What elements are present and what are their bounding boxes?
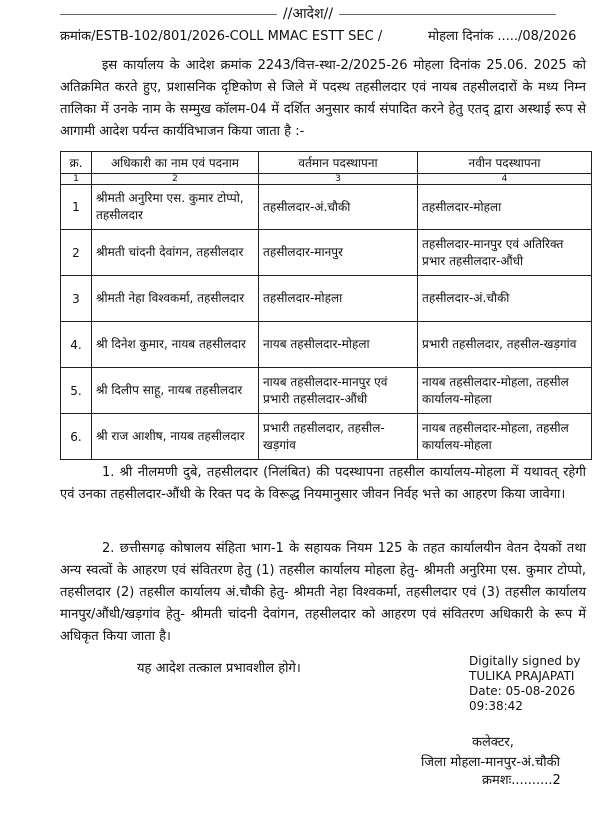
table-row — [61, 322, 592, 368]
column-number: 2 — [92, 174, 259, 185]
row-new-posting: तहसीलदार-मोहला — [418, 185, 592, 230]
row-officer-name: श्रीमती चांदनी देवांगन, तहसीलदार — [92, 230, 259, 276]
column-number: 1 — [61, 174, 92, 185]
header-serial: क्र. — [61, 152, 92, 174]
table-header-row — [61, 152, 592, 174]
header-current-posting: वर्तमान पदस्थापना — [259, 152, 418, 174]
row-serial: 4. — [61, 322, 92, 368]
signature-line: Digitally signed by — [469, 654, 581, 668]
signature-date: Date: 05-08-2026 — [469, 684, 576, 698]
order-title: //आदेश// — [277, 6, 339, 22]
page-continuation: क्रमशः..........2 — [482, 773, 561, 788]
row-officer-name: श्री दिनेश कुमार, नायब तहसीलदार — [92, 322, 259, 368]
order-title-block — [0, 4, 616, 23]
column-number: 3 — [259, 174, 418, 185]
column-number: 4 — [418, 174, 592, 185]
row-new-posting: नायब तहसीलदार-मोहला, तहसील कार्यालय-मोहला — [418, 414, 592, 460]
row-officer-name: श्रीमती नेहा विश्वकर्मा, तहसीलदार — [92, 276, 259, 322]
digital-signature-block — [469, 654, 581, 714]
row-current-posting: तहसीलदार-मोहला — [259, 276, 418, 322]
row-new-posting: तहसीलदार-मानपुर एवं अतिरिक्त प्रभार तहसीलदार-औंधी — [418, 230, 592, 276]
table-row — [61, 185, 592, 230]
row-current-posting: तहसीलदार-अं.चौकी — [259, 185, 418, 230]
clause-2-paragraph: 2. छत्तीसगढ़ कोषालय संहिता भाग-1 के सहायक नियम 125 के तहत कार्यालयीन वेतन देयकों तथा अन्य स्वत्वों के आहरण एवं संवितरण हेतु (1) तहसील कार्यालय मोहला हेतु- श्रीमती अनुरिमा एस. कुमार टोप्पो, तहसीलदार (2) तहसील कार्यालय अं.चौकी हेतु- श्रीमती नेहा विश्वकर्मा, तहसीलदार एवं (3) तहसील कार्यालय मानपुर/औंधी/खड़गांव हेतु- श्रीमती चांदनी देवांगन, तहसीलदार को आहरण एवं संवितरण अधिकारी के रूप में अधिकृत किया जाता है। — [60, 541, 586, 644]
row-officer-name: श्री दिलीप साहू, नायब तहसीलदार — [92, 368, 259, 414]
effect-statement: यह आदेश तत्काल प्रभावशील होगे। — [137, 661, 301, 676]
district-name: जिला मोहला-मानपुर-अं.चौकी — [421, 755, 561, 770]
intro-paragraph: इस कार्यालय के आदेश क्रमांक 2243/वित्त-स्था-2/2025-26 मोहला दिनांक 25.06. 2025 को अतिक्रमित करते हुए, प्रशासनिक दृष्टिकोण से जिले में पदस्थ तहसीलदार एवं नायब तहसीलदारों के मध्य निम्न तालिका में उनके नाम के सम्मुख कॉलम-04 में दर्शित अनुसार कार्य संपादित करने हेतु एतद् द्वारा अस्थाई रूप से आगामी आदेश पर्यन्त कार्यविभाजन किया जाता है :- — [60, 58, 586, 139]
transfer-table — [60, 151, 592, 460]
clause-1-paragraph: 1. श्री नीलमणी दुबे, तहसीलदार (निलंबित) की पदस्थापना तहसील कार्यालय-मोहला में यथावत् रहेगी एवं उनका तहसीलदार-औंधी के रिक्त पद के विरूद्ध नियमानुसार जीवन निर्वह भत्ते का आहरण किया जावेगा। — [60, 465, 586, 502]
row-current-posting: प्रभारी तहसीलदार, तहसील-खड़गांव — [259, 414, 418, 460]
row-serial: 2 — [61, 230, 92, 276]
row-serial: 3 — [61, 276, 92, 322]
row-new-posting: तहसीलदार-अं.चौकी — [418, 276, 592, 322]
row-serial: 5. — [61, 368, 92, 414]
column-number-row — [61, 174, 592, 185]
row-officer-name: श्री राज आशीष, नायब तहसीलदार — [92, 414, 259, 460]
header-officer-name: अधिकारी का नाम एवं पदनाम — [92, 152, 259, 174]
row-new-posting: प्रभारी तहसीलदार, तहसील-खड़गांव — [418, 322, 592, 368]
signer-name: TULIKA PRAJAPATI — [469, 669, 575, 683]
table-row — [61, 414, 592, 460]
row-current-posting: तहसीलदार-मानपुर — [259, 230, 418, 276]
row-officer-name: श्रीमती अनुरिमा एस. कुमार टोप्पो, तहसीलदार — [92, 185, 259, 230]
table-row — [61, 276, 592, 322]
order-date: मोहला दिनांक ...../08/2026 — [428, 29, 577, 44]
row-serial: 6. — [61, 414, 92, 460]
row-current-posting: नायब तहसीलदार-मानपुर एवं प्रभारी तहसीलदार-औंधी — [259, 368, 418, 414]
table-row — [61, 368, 592, 414]
designation: कलेक्टर, — [472, 735, 514, 750]
row-current-posting: नायब तहसीलदार-मोहला — [259, 322, 418, 368]
table-row — [61, 230, 592, 276]
row-new-posting: नायब तहसीलदार-मोहला, तहसील कार्यालय-मोहला — [418, 368, 592, 414]
order-reference-number: क्रमांक/ESTB-102/801/2026-COLL MMAC ESTT SEC / — [60, 29, 383, 44]
row-serial: 1 — [61, 185, 92, 230]
signature-time: 09:38:42 — [469, 699, 523, 713]
header-new-posting: नवीन पदस्थापना — [418, 152, 592, 174]
